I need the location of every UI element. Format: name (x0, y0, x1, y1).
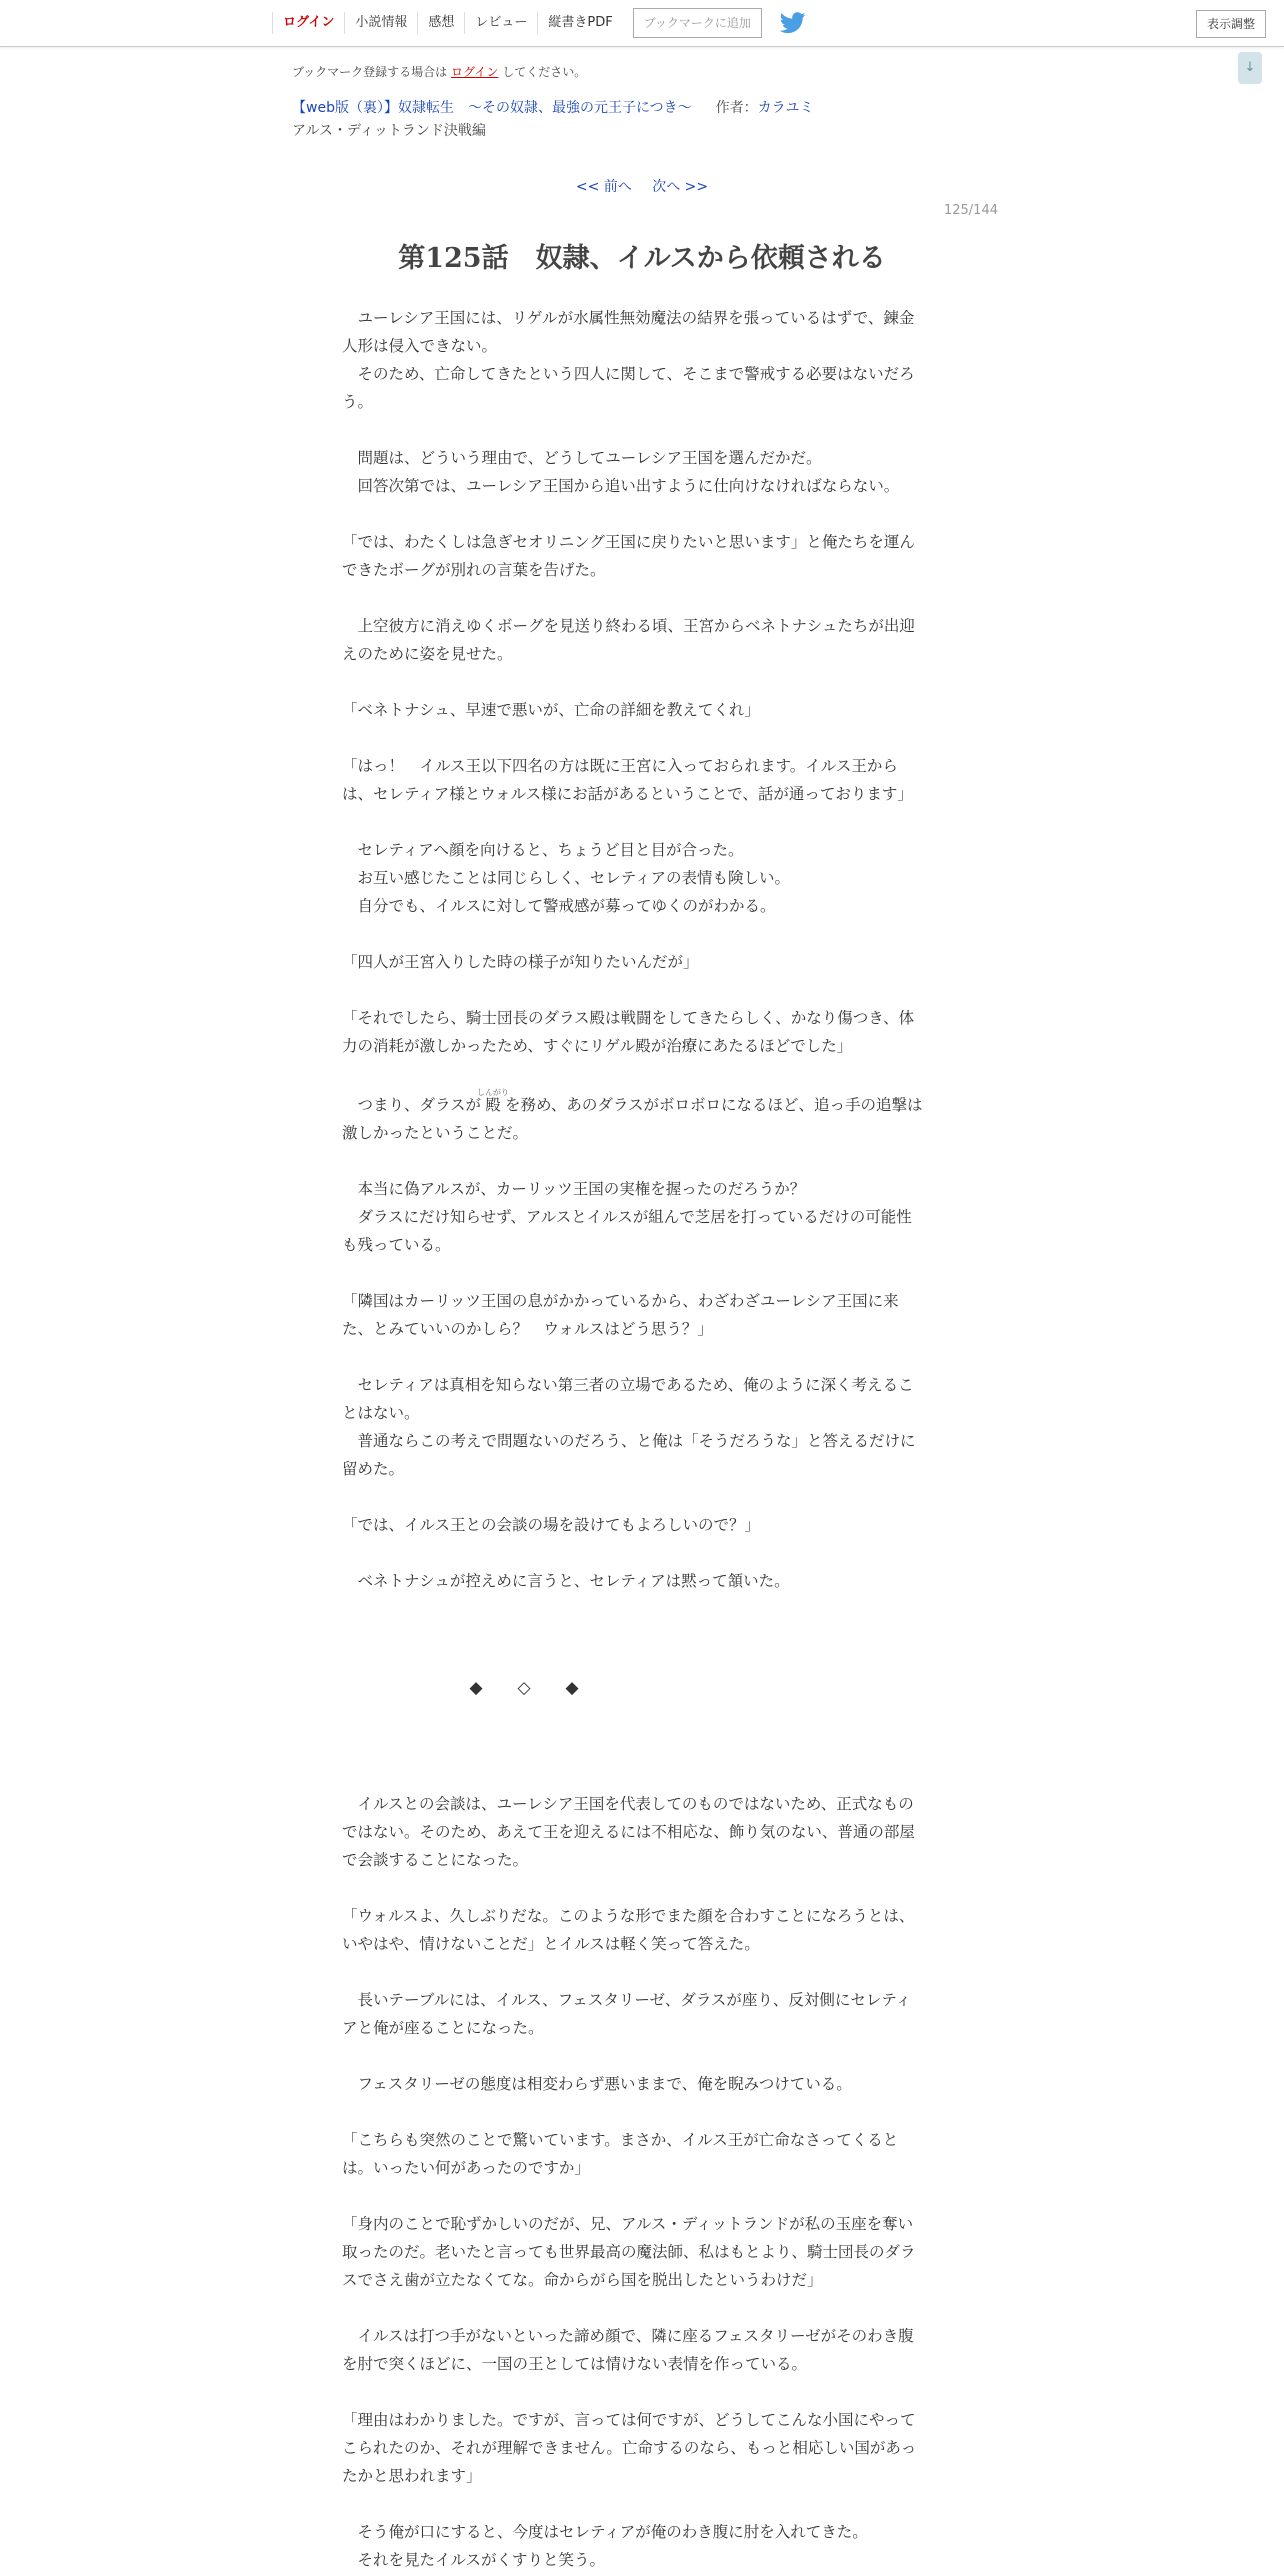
body-line: ユーレシア王国には、リゲルが水属性無効魔法の結界を張っているはずで、錬金 (342, 309, 915, 327)
ruby-base: 殿 (477, 1096, 510, 1114)
body-line: 人形は侵入できない。 (342, 337, 498, 355)
series-info (292, 97, 814, 117)
blank-line (342, 1874, 942, 1902)
body-line: ベネトナシュが控えめに言うと、セレティアは黙って頷いた。 (342, 1572, 790, 1590)
author-link[interactable]: カラユミ (757, 100, 814, 116)
body-line: アと俺が座ることになった。 (342, 2019, 544, 2037)
blank-line (342, 808, 942, 836)
body-line: セレティアは真相を知らない第三者の立場であるため、俺のように深く考えるこ (342, 1376, 914, 1394)
body-line: イルスとの会談は、ユーレシア王国を代表してのものではないため、正式なもの (342, 1795, 914, 1813)
scroll-down-button[interactable]: ↓ (1238, 52, 1262, 84)
body-line: 激しかったということだ。 (342, 1124, 529, 1142)
login-notice (292, 63, 586, 80)
twitter-bird-icon[interactable] (780, 12, 806, 34)
body-line: セレティアへ顔を向けると、ちょうど目と目が合った。 (342, 841, 744, 859)
body-line: 「ベネトナシュ、早速で悪いが、亡命の詳細を教えてくれ」 (342, 701, 760, 719)
body-line: こられたのか、それが理解できません。亡命するのなら、もっと相応しい国があっ (342, 2439, 917, 2457)
series-title-link[interactable]: 【web版（裏）】奴隷転生 ～その奴隷、最強の元王子につき～ (292, 100, 692, 116)
nav-novel-info[interactable]: 小説情報 (344, 12, 417, 34)
blank-line (342, 1958, 942, 1986)
body-line: 問題は、どういう理由で、どうしてユーレシア王国を選んだかだ。 (342, 449, 822, 467)
body-line: ダラスにだけ知らせず、アルスとイルスが組んで芝居を打っているだけの可能性 (342, 1208, 912, 1226)
body-line: 取ったのだ。老いたと言っても世界最高の魔法師、私はもとより、騎士団長のダラ (342, 2243, 916, 2261)
blank-line (342, 2378, 942, 2406)
nav-impressions[interactable]: 感想 (417, 12, 464, 34)
blank-line (342, 1343, 942, 1371)
body-line: 「身内のことで恥ずかしいのだが、兄、アルス・ディットランドが私の玉座を奪い (342, 2215, 914, 2233)
body-line: 「こちらも突然のことで驚いています。まさか、イルス王が亡命なさってくると (342, 2131, 899, 2149)
body-line: イルスは打つ手がないといった諦め顔で、隣に座るフェスタリーゼがそのわき腹 (342, 2327, 914, 2345)
display-settings-button[interactable]: 表示調整 (1196, 10, 1266, 38)
blank-line (342, 1259, 942, 1287)
body-line: たかと思われます」 (342, 2467, 482, 2485)
blank-line (342, 1060, 942, 1088)
nav-menu (272, 0, 806, 46)
ruby-reading: しんがり (477, 1088, 510, 1097)
novel-body-part1 (342, 304, 942, 1595)
blank-line (342, 724, 942, 752)
pager (0, 176, 1284, 196)
body-line: 「ウォルスよ、久しぶりだな。このような形でまた顔を合わすことになろうとは、 (342, 1907, 915, 1925)
top-navigation-bar (0, 0, 1284, 47)
body-line: 本当に偽アルスが、カーリッツ王国の実権を握ったのだろうか？ (342, 1180, 806, 1198)
blank-line (342, 2490, 942, 2518)
blank-line (342, 668, 942, 696)
separator-diamond-filled: ◆ (565, 1678, 579, 1698)
body-line: 「理由はわかりました。ですが、言っては何ですが、どうしてこんな小国にやって (342, 2411, 916, 2429)
prev-link[interactable]: << 前へ (575, 179, 632, 195)
chapter-group-title: アルス・ディットランド決戦編 (292, 123, 486, 139)
body-line: う。 (342, 393, 374, 411)
blank-line (342, 2182, 942, 2210)
episode-counter: 125/144 (943, 203, 998, 218)
scene-separator (452, 1678, 596, 1698)
ruby-line-before: つまり、ダラスが (342, 1096, 482, 1114)
blank-line (342, 2098, 942, 2126)
blank-line (342, 1483, 942, 1511)
next-link[interactable]: 次へ >> (652, 179, 709, 195)
ruby-line-after: を務め、あのダラスがボロボロになるほど、追っ手の追撃は (505, 1096, 923, 1114)
body-line: スでさえ歯が立たなくてな。命からがら国を脱出したというわけだ」 (342, 2271, 823, 2289)
blank-line (342, 976, 942, 1004)
novel-body-part2 (342, 1790, 942, 2574)
author-label: 作者： (715, 100, 758, 116)
body-line: 「では、わたくしは急ぎセオリニング王国に戻りたいと思います」と俺たちを運ん (342, 533, 915, 551)
body-line: そのため、亡命してきたという四人に関して、そこまで警戒する必要はないだろ (342, 365, 915, 383)
body-line: 上空彼方に消えゆくボーグを見送り終わる頃、王宮からベネトナシュたちが出迎 (342, 617, 915, 635)
body-line: 「それでしたら、騎士団長のダラス殿は戦闘をしてきたらしく、かなり傷つき、体 (342, 1009, 915, 1027)
body-line: 自分でも、イルスに対して警戒感が募ってゆくのがわかる。 (342, 897, 776, 915)
body-line: は、セレティア様とウォルス様にお話があるということで、話が通っております」 (342, 785, 913, 803)
body-line: で会談することになった。 (342, 1851, 529, 1869)
add-bookmark-button[interactable]: ブックマークに追加 (633, 8, 762, 38)
blank-line (342, 920, 942, 948)
notice-text-before: ブックマーク登録する場合は (292, 65, 448, 79)
body-line: も残っている。 (342, 1236, 451, 1254)
body-line: 普通ならこの考えで問題ないのだろう、と俺は「そうだろうな」と答えるだけに (342, 1432, 916, 1450)
blank-line (342, 2294, 942, 2322)
body-line: フェスタリーゼの態度は相変わらず悪いままで、俺を睨みつけている。 (342, 2075, 852, 2093)
blank-line (342, 584, 942, 612)
blank-line (342, 1539, 942, 1567)
body-line: できたボーグが別れの言葉を告げた。 (342, 561, 606, 579)
body-line: 「四人が王宮入りした時の様子が知りたいんだが」 (342, 953, 699, 971)
notice-login-link[interactable]: ログイン (451, 65, 499, 79)
body-line: とはない。 (342, 1404, 420, 1422)
body-line: 回答次第では、ユーレシア王国から追い出すように仕向けなければならない。 (342, 477, 900, 495)
blank-line (342, 416, 942, 444)
episode-title: 第125話 奴隷、イルスから依頼される (398, 243, 886, 274)
body-line: お互い感じたことは同じらしく、セレティアの表情も険しい。 (342, 869, 790, 887)
notice-text-after: してください。 (502, 65, 587, 79)
body-line: 長いテーブルには、イルス、フェスタリーゼ、ダラスが座り、反対側にセレティ (342, 1991, 912, 2009)
body-line: 「隣国はカーリッツ王国の息がかかっているから、わざわざユーレシア王国に来 (342, 1292, 899, 1310)
body-line: そう俺が口にすると、今度はセレティアが俺のわき腹に肘を入れてきた。 (342, 2523, 868, 2541)
body-line: 力の消耗が激しかったため、すぐにリゲル殿が治療にあたるほどでした」 (342, 1037, 853, 1055)
nav-review[interactable]: レビュー (464, 12, 537, 34)
blank-line (342, 2042, 942, 2070)
body-line-ruby (342, 1088, 942, 1119)
body-line: 留めた。 (342, 1460, 405, 1478)
body-line: ではない。そのため、あえて王を迎えるには不相応な、飾り気のない、普通の部屋 (342, 1823, 915, 1841)
body-line: た、とみていいのかしら？ ウォルスはどう思う？」 (342, 1320, 713, 1338)
nav-login[interactable]: ログイン (272, 12, 344, 34)
separator-diamond-filled: ◆ (469, 1678, 483, 1698)
body-line: は。いったい何があったのですか」 (342, 2159, 590, 2177)
body-line: 「では、イルス王との会談の場を設けてもよろしいので？」 (342, 1516, 761, 1534)
nav-vertical-pdf[interactable]: 縦書きPDF (537, 12, 622, 34)
blank-line (342, 1147, 942, 1175)
body-line: を肘で突くほどに、一国の王としては情けない表情を作っている。 (342, 2355, 808, 2373)
body-line: 「はっ！ イルス王以下四名の方は既に王宮に入っておられます。イルス王から (342, 757, 898, 775)
body-line: えのために姿を見せた。 (342, 645, 513, 663)
body-line: それを見たイルスがくすりと笑う。 (342, 2551, 606, 2569)
blank-line (342, 500, 942, 528)
ruby-word (477, 1088, 510, 1114)
separator-diamond-outline: ◇ (517, 1678, 531, 1698)
body-line: いやはや、情けないことだ」とイルスは軽く笑って答えた。 (342, 1935, 760, 1953)
